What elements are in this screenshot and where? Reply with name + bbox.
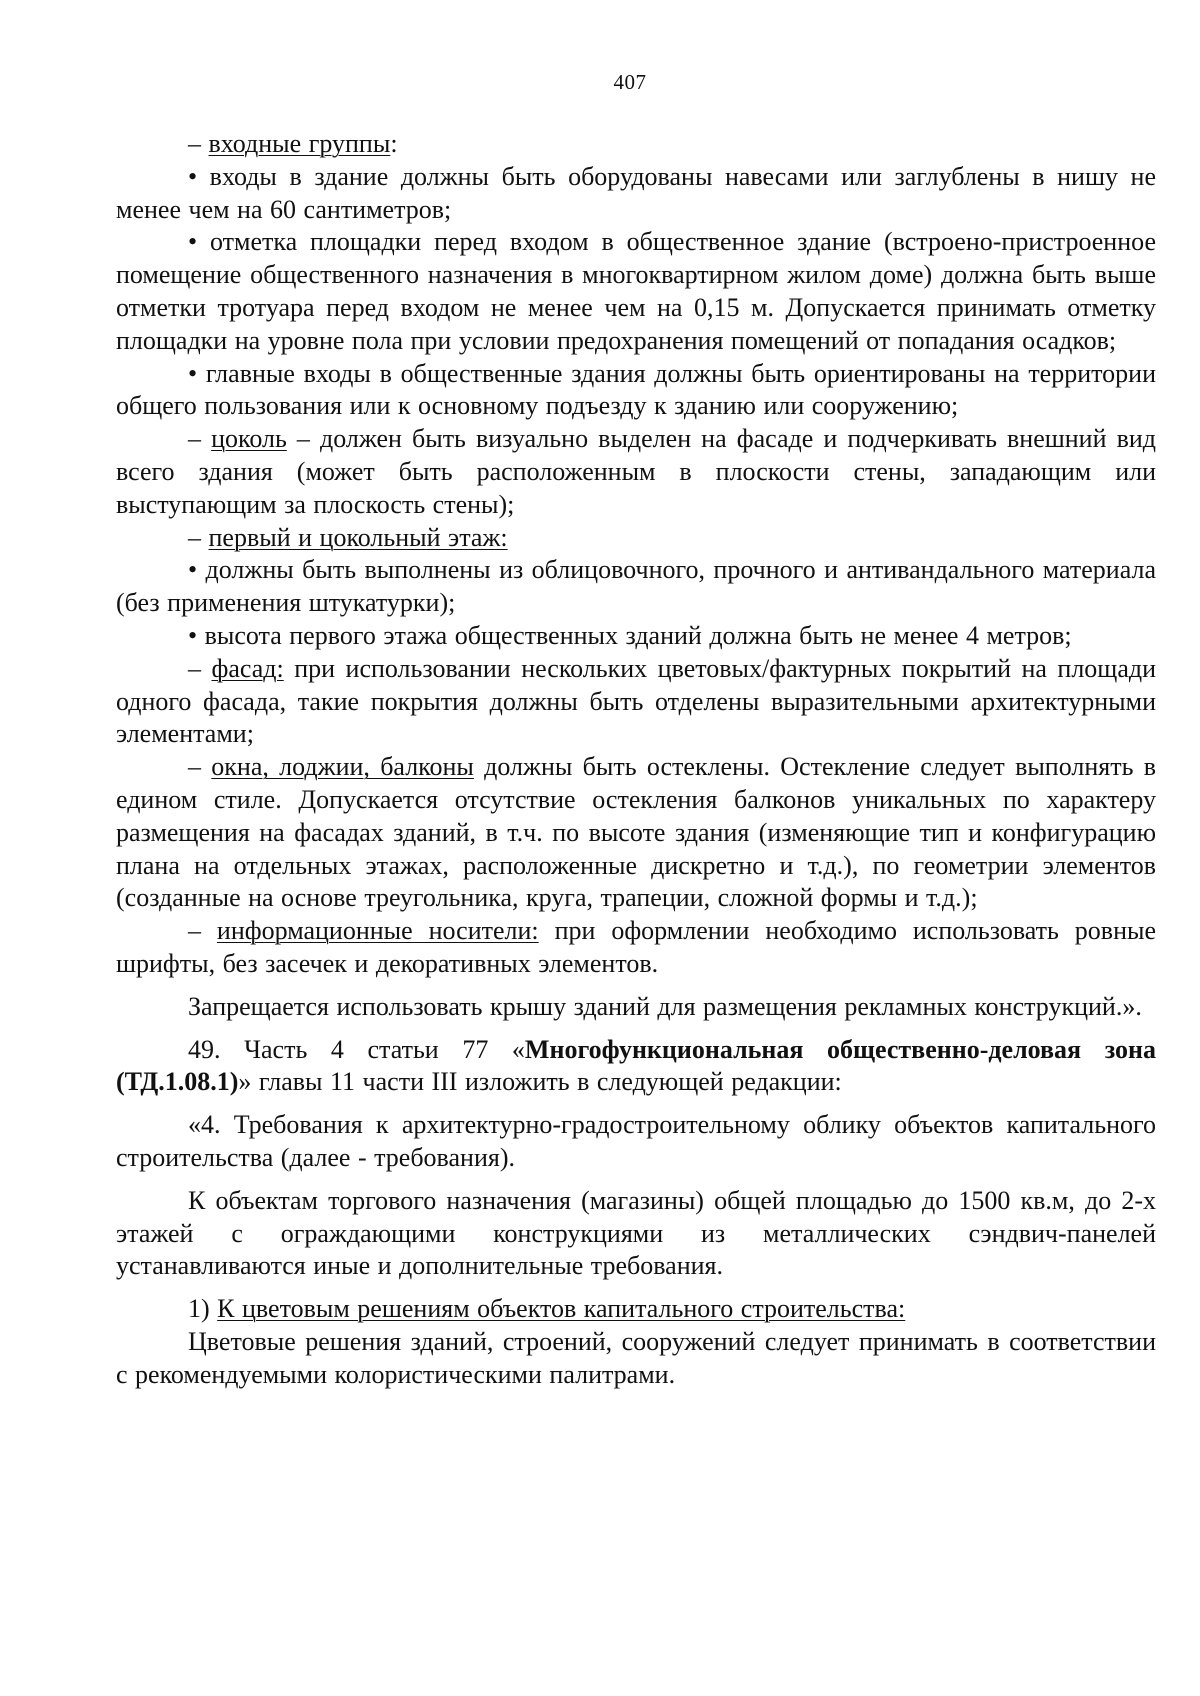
bullet-entrances-canopies: • входы в здание должны быть оборудованы навесами или заглублены в нишу не менее чем на 60 сантиметров; [116, 161, 1156, 224]
requirements-title: «4. Требования к архитектурно-градостроительному облику объектов капитального строительства (далее - требования). [116, 1110, 1156, 1172]
document-body [116, 128, 1156, 1391]
amendment-start: 49. Часть 4 статьи 77 « [188, 1034, 525, 1064]
roof-prohibition: Запрещается использовать крышу зданий для размещения рекламных конструкций.». [188, 991, 1142, 1021]
zone-name: Многофункциональная общественно-деловая зона (ТД.1.08.1) [116, 1034, 1156, 1097]
bullet-platform-level: • отметка площадки перед входом в общественное здание (встроено-пристроенное помещение общественного назначения в многоквартирном жилом доме) должна быть выше отметки тротуара перед входом не менее чем на 0,15 м. Допускается принимать отметку площадки на уровне пола при условии предохранения помещений от попадания осадков; [116, 227, 1156, 355]
facade-text: при использовании нескольких цветовых/фактурных покрытий на площади одного фасада, такие покрытия должны быть отделены выразительными архитектурными элементами; [116, 653, 1157, 749]
page-number: 407 [613, 70, 647, 94]
term-windows: окна, лоджии, балконы [211, 752, 474, 782]
dash: – [188, 916, 217, 946]
term-plinth: цоколь [211, 424, 287, 454]
first-floor-heading [116, 522, 1156, 555]
entrance-groups-heading [116, 128, 1156, 161]
dash: – [188, 424, 212, 454]
plinth-item [116, 423, 1156, 521]
retail-objects-note: К объектам торгового назначения (магазины) общей площадью до 1500 кв.м, до 2-х этажей с ограждающими конструкциями из металлических сэндвич-панелей устанавливаются иные и дополнительные требования. [116, 1185, 1156, 1281]
bullet-facing-material: • должны быть выполнены из облицовочного, прочного и антивандального материала (без применения штукатурки); [116, 555, 1156, 618]
amendment-49 [116, 1034, 1156, 1100]
term-color-solutions: К цветовым решениям объектов капитального строительства: [217, 1294, 906, 1324]
dash: – [188, 752, 212, 782]
colon: : [390, 129, 398, 158]
term-facade: фасад: [211, 653, 284, 683]
bullet-main-entrances: • главные входы в общественные здания должны быть ориентированы на территории общего пользования или к основному подъезду к зданию или сооружению; [116, 358, 1156, 421]
windows-item [116, 751, 1156, 915]
bullet-first-floor-height: • высота первого этажа общественных зданий должна быть не менее 4 метров; [188, 620, 1072, 650]
amendment-end: » главы 11 части III изложить в следующей редакции: [238, 1067, 842, 1097]
plinth-text: – должен быть визуально выделен на фасаде и подчеркивать внешний вид всего здания (может быть расположенным в плоскости стены, западающим или выступающим за плоскость стены); [116, 424, 1157, 519]
item-number: 1) [188, 1294, 218, 1324]
info-carriers-item [116, 915, 1156, 981]
dash: – [188, 522, 209, 552]
term-first-floor: первый и цокольный этаж: [208, 522, 508, 552]
dash: – [188, 129, 209, 158]
color-solutions-heading [116, 1293, 1156, 1326]
info-carriers-text: при оформлении необходимо использовать ровные шрифты, без засечек и декоративных элементов. [116, 916, 1156, 978]
term-info-carriers: информационные носители: [216, 916, 539, 946]
dash: – [188, 653, 212, 683]
term-entrance-groups: входные группы [208, 129, 391, 158]
facade-item [116, 653, 1156, 751]
color-solutions-text: Цветовые решения зданий, строений, сооружений следует принимать в соответствии с рекомендуемыми колористическими палитрами. [116, 1326, 1156, 1389]
windows-text: должны быть остеклены. Остекление следует выполнять в едином стиле. Допускается отсутствие остекления балконов уникальных по характеру размещения на фасадах зданий, в т.ч. по высоте здания (изменяющие тип и конфигурацию плана на отдельных этажах, расположенные дискретно и т.д.), по геометрии элементов (созданные на основе треугольника, круга, трапеции, сложной формы и т.д.); [116, 752, 1157, 913]
